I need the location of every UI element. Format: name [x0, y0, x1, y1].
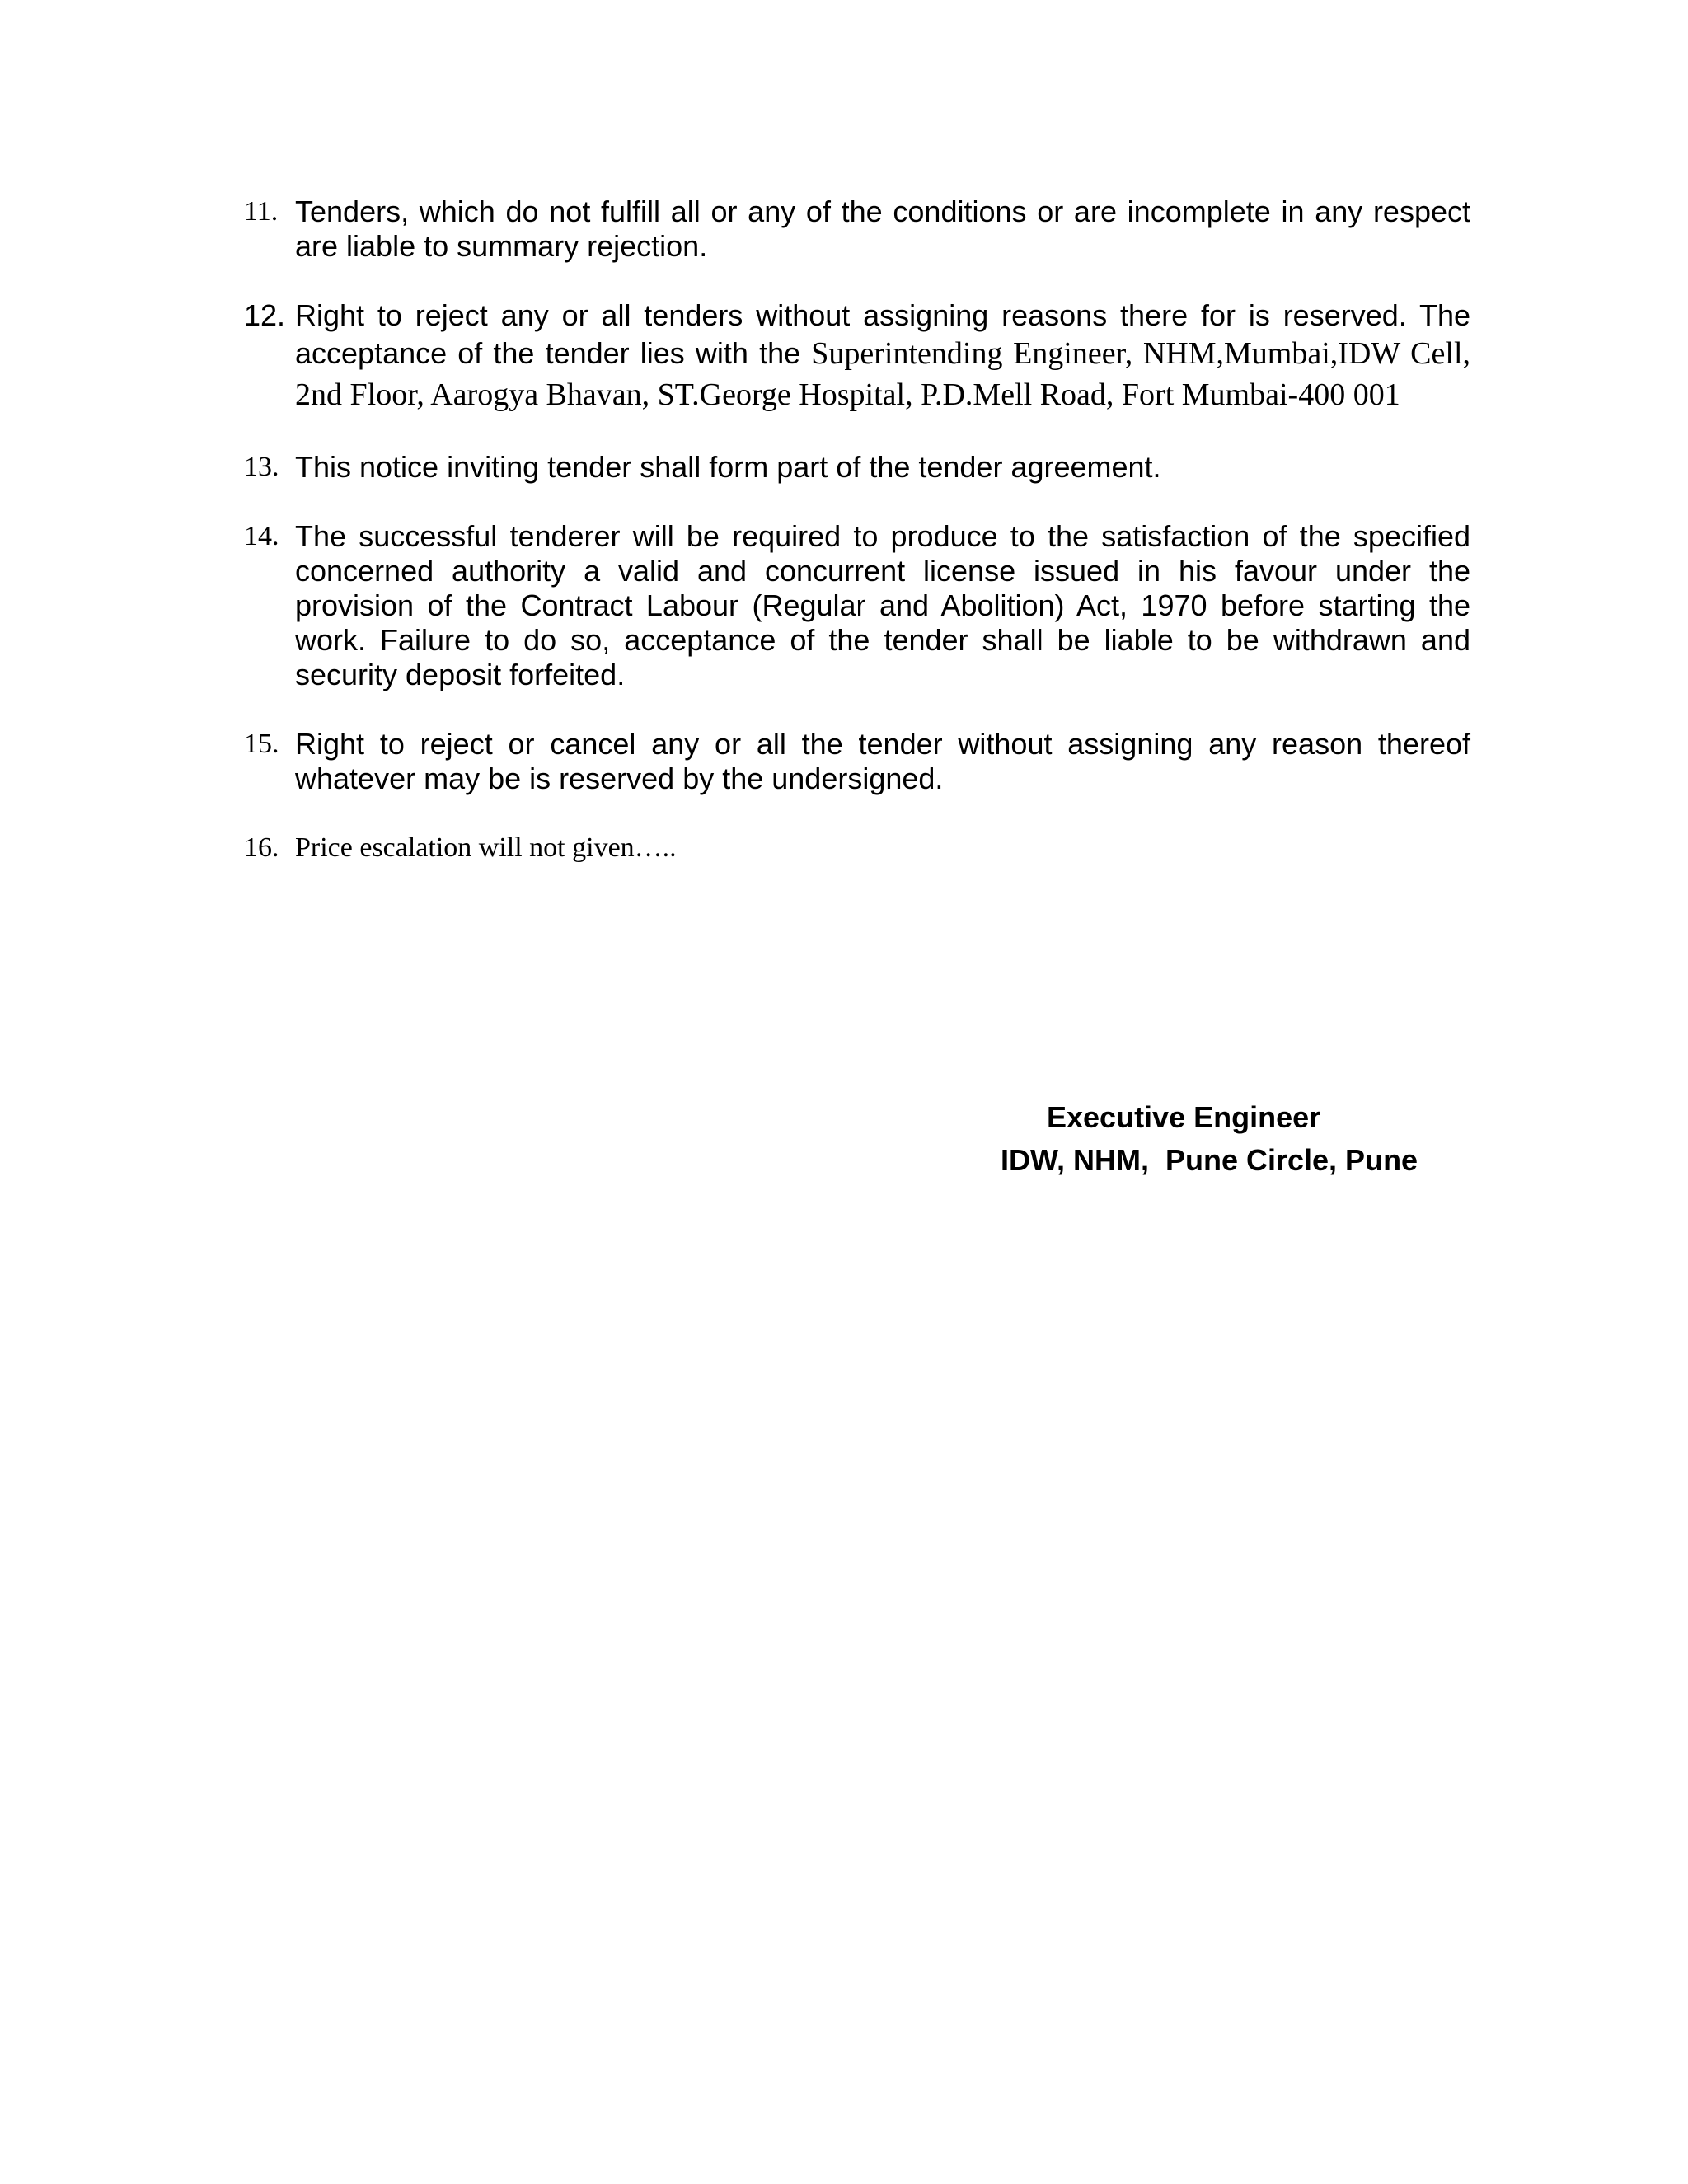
clause-text — [295, 298, 1470, 415]
clause-text: Right to reject or cancel any or all the tender without assigning any reason thereof whatever may be is reserved by the undersigned. — [295, 727, 1470, 795]
tender-conditions-list — [244, 194, 1470, 865]
clause-text-part: Right to reject any or all tenders without assigning reasons there for is reserved. The acceptance of the tender lies with the — [295, 298, 1470, 370]
clause-address-text: Superintending Engineer, NHM,Mumbai,IDW Cell, 2nd Floor, Aarogya Bhavan, ST.George Hospital, P.D.Mell Road, Fort Mumbai-400 001 — [295, 336, 1470, 412]
clause-text: Tenders, which do not fulfill all or any of the conditions or are incomplete in any respect are liable to summary rejection. — [295, 194, 1470, 263]
clause-number: 11. — [244, 196, 279, 227]
clause-number: 15. — [244, 729, 279, 759]
clause-number: 13. — [244, 452, 279, 482]
clause-text: The successful tenderer will be required to produce to the satisfaction of the specified concerned authority a valid and concurrent license issued in his favour under the provision of the Contract Labour (Regular and Abolition) Act, 1970 before starting the work. Failure to do so, acceptance of the tender shall be liable to be withdrawn and security deposit forfeited. — [295, 519, 1470, 691]
clause-text: Price escalation will not given….. — [295, 832, 677, 863]
clause-16 — [244, 831, 1470, 865]
clause-number: 16. — [244, 832, 279, 863]
clause-number: 12. — [244, 298, 286, 332]
clause-11 — [244, 194, 1470, 264]
signatory-office: IDW, NHM, Pune Circle, Pune — [1001, 1143, 1418, 1177]
clause-15 — [244, 727, 1470, 796]
clause-number: 14. — [244, 521, 279, 551]
signatory-title: Executive Engineer — [1047, 1100, 1321, 1134]
clause-text: This notice inviting tender shall form part of the tender agreement. — [295, 450, 1161, 484]
clause-13 — [244, 450, 1470, 485]
signature-block — [986, 1096, 1447, 1182]
clause-12 — [244, 298, 1470, 415]
clause-14 — [244, 519, 1470, 692]
